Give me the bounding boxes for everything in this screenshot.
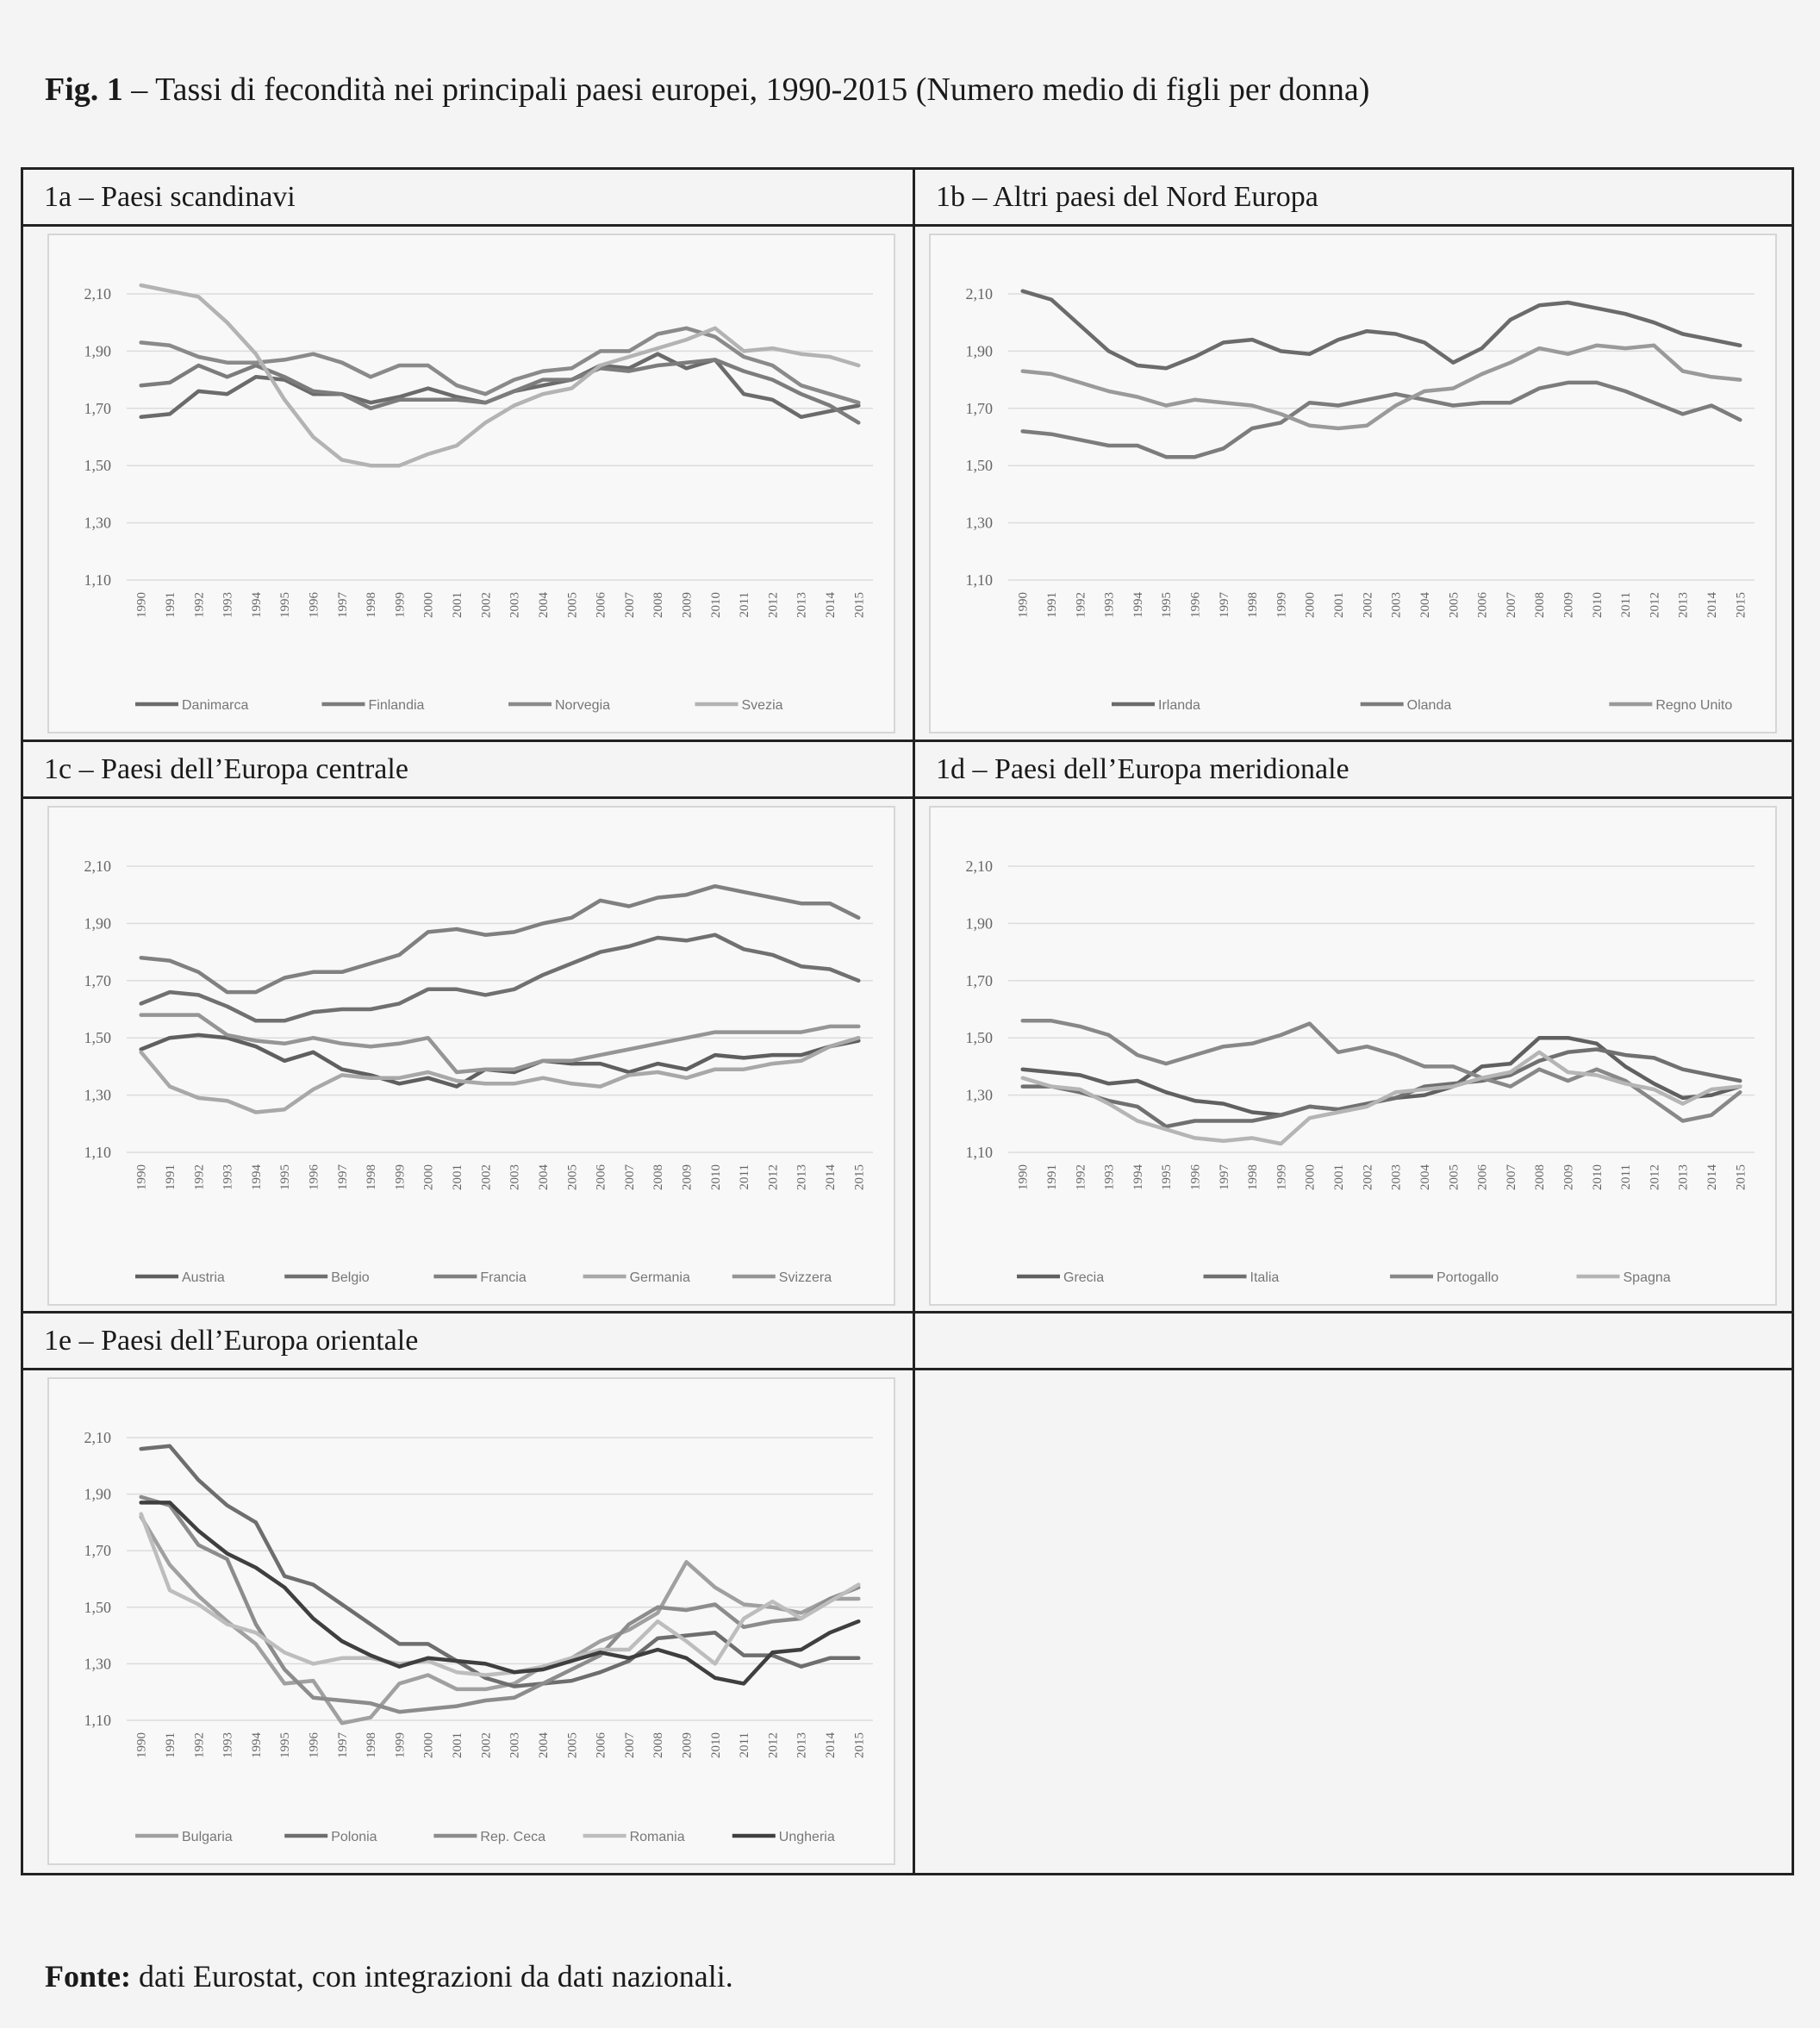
x-tick-label: 2006 xyxy=(594,592,608,618)
y-tick-label: 1,70 xyxy=(84,399,111,417)
x-tick-label: 1996 xyxy=(1188,592,1203,618)
y-tick-label: 1,50 xyxy=(84,1598,111,1616)
x-tick-label: 2011 xyxy=(738,1164,752,1190)
chart-1e xyxy=(47,1377,895,1865)
figure-title xyxy=(45,71,1369,109)
x-tick-label: 2014 xyxy=(824,592,838,618)
x-tick-label: 2001 xyxy=(451,1164,465,1190)
x-tick-label: 2000 xyxy=(421,1732,436,1758)
x-tick-label: 1994 xyxy=(1131,592,1145,618)
x-tick-label: 1994 xyxy=(1131,1164,1145,1190)
chart-1a xyxy=(47,234,895,733)
y-tick-label: 1,90 xyxy=(84,1485,111,1503)
chart-1c xyxy=(47,806,895,1306)
x-tick-label: 1999 xyxy=(1275,1164,1289,1190)
x-tick-label: 2015 xyxy=(852,592,867,618)
source-note xyxy=(45,1958,733,1994)
legend-label: Svizzera xyxy=(778,1270,832,1285)
x-tick-label: 2008 xyxy=(651,592,666,618)
y-tick-label: 1,30 xyxy=(965,514,993,532)
panel-1b-heading: 1b – Altri paesi del Nord Europa xyxy=(915,170,1792,227)
x-tick-label: 1996 xyxy=(307,592,321,618)
x-tick-label: 2007 xyxy=(622,592,637,618)
x-tick-label: 2008 xyxy=(1533,592,1548,618)
y-tick-label: 2,10 xyxy=(965,858,993,875)
y-tick-label: 1,90 xyxy=(965,914,993,933)
x-tick-label: 2009 xyxy=(1561,1164,1576,1190)
x-tick-label: 2012 xyxy=(1648,1164,1662,1190)
x-tick-label: 2000 xyxy=(1303,1164,1318,1190)
x-tick-label: 1992 xyxy=(192,1164,207,1190)
x-tick-label: 2004 xyxy=(1418,592,1432,618)
y-tick-label: 1,10 xyxy=(965,1144,993,1161)
legend-label: Ungheria xyxy=(778,1830,835,1844)
figure-panel-table xyxy=(21,167,1794,1875)
x-tick-label: 2002 xyxy=(1361,1164,1375,1190)
x-tick-label: 2005 xyxy=(565,1164,580,1190)
x-tick-label: 1993 xyxy=(1102,592,1117,618)
legend-label: Portogallo xyxy=(1437,1270,1499,1285)
y-tick-label: 1,90 xyxy=(84,914,111,933)
x-tick-label: 2006 xyxy=(594,1732,608,1758)
panel-1a xyxy=(23,170,913,739)
x-tick-label: 2007 xyxy=(622,1164,637,1190)
x-tick-label: 2002 xyxy=(479,592,494,618)
x-tick-label: 2002 xyxy=(1361,592,1375,618)
x-tick-label: 2006 xyxy=(1475,592,1490,618)
x-tick-label: 2007 xyxy=(1504,592,1518,618)
x-tick-label: 1991 xyxy=(163,592,178,618)
x-tick-label: 2011 xyxy=(1619,1164,1634,1190)
y-tick-label: 1,70 xyxy=(965,971,993,989)
x-tick-label: 1997 xyxy=(335,592,350,618)
x-tick-label: 1995 xyxy=(1160,592,1175,618)
x-tick-label: 2000 xyxy=(421,1164,436,1190)
x-tick-label: 2005 xyxy=(565,1732,580,1758)
x-tick-label: 2013 xyxy=(1676,592,1691,618)
x-tick-label: 1996 xyxy=(307,1732,321,1758)
x-tick-label: 2001 xyxy=(1332,592,1347,618)
x-tick-label: 1998 xyxy=(1246,592,1261,618)
x-tick-label: 2007 xyxy=(1504,1164,1518,1190)
x-tick-label: 2012 xyxy=(766,1164,781,1190)
panel-1d-heading: 1d – Paesi dell’Europa meridionale xyxy=(915,742,1792,799)
x-tick-label: 2013 xyxy=(1676,1164,1691,1190)
legend-label: Bulgaria xyxy=(182,1830,233,1844)
x-tick-label: 2015 xyxy=(852,1732,867,1758)
x-tick-label: 1996 xyxy=(1188,1164,1203,1190)
series-line-spagna xyxy=(1023,1052,1741,1144)
chart-1d-svg xyxy=(931,808,1779,1307)
x-tick-label: 1994 xyxy=(249,1164,264,1190)
x-tick-label: 1995 xyxy=(278,1164,293,1190)
x-tick-label: 1995 xyxy=(278,592,293,618)
series-line-francia xyxy=(141,886,859,992)
y-tick-label: 1,30 xyxy=(84,1086,111,1104)
y-tick-label: 1,50 xyxy=(84,457,111,475)
panel-1a-heading: 1a – Paesi scandinavi xyxy=(23,170,913,227)
y-tick-label: 1,10 xyxy=(84,1712,111,1729)
legend-label: Olanda xyxy=(1406,698,1452,713)
legend-label: Svezia xyxy=(741,698,783,713)
x-tick-label: 2014 xyxy=(824,1164,838,1190)
chart-1e-svg xyxy=(49,1379,897,1867)
x-tick-label: 1991 xyxy=(1044,1164,1059,1190)
y-tick-label: 2,10 xyxy=(965,285,993,303)
legend-label: Rep. Ceca xyxy=(480,1830,545,1844)
x-tick-label: 1990 xyxy=(1016,592,1031,618)
x-tick-label: 2000 xyxy=(1303,592,1318,618)
y-tick-label: 1,90 xyxy=(965,342,993,360)
x-tick-label: 2008 xyxy=(651,1164,666,1190)
y-tick-label: 2,10 xyxy=(84,858,111,875)
x-tick-label: 2010 xyxy=(1590,592,1605,618)
series-line-svezia xyxy=(141,285,859,465)
y-tick-label: 1,70 xyxy=(965,399,993,417)
panel-empty-heading xyxy=(915,1314,1792,1370)
x-tick-label: 1991 xyxy=(163,1732,178,1758)
x-tick-label: 2001 xyxy=(1332,1164,1347,1190)
x-tick-label: 2013 xyxy=(795,592,809,618)
x-tick-label: 2005 xyxy=(1447,592,1462,618)
x-tick-label: 2011 xyxy=(1619,592,1634,618)
x-tick-label: 2003 xyxy=(508,592,522,618)
x-tick-label: 2000 xyxy=(421,592,436,618)
x-tick-label: 2004 xyxy=(1418,1164,1432,1190)
x-tick-label: 2002 xyxy=(479,1732,494,1758)
x-tick-label: 1998 xyxy=(365,592,379,618)
y-tick-label: 1,90 xyxy=(84,342,111,360)
legend-label: Germania xyxy=(629,1270,690,1285)
x-tick-label: 2010 xyxy=(708,592,723,618)
panel-1d xyxy=(915,742,1792,1311)
y-tick-label: 1,70 xyxy=(84,971,111,989)
x-tick-label: 2005 xyxy=(565,592,580,618)
x-tick-label: 2003 xyxy=(1389,592,1404,618)
chart-1c-svg xyxy=(49,808,897,1307)
x-tick-label: 1993 xyxy=(221,592,235,618)
x-tick-label: 2009 xyxy=(680,1732,695,1758)
x-tick-label: 1997 xyxy=(1217,1164,1231,1190)
x-tick-label: 2014 xyxy=(824,1732,838,1758)
legend-label: Romania xyxy=(629,1830,685,1844)
x-tick-label: 2002 xyxy=(479,1164,494,1190)
legend-label: Finlandia xyxy=(368,698,425,713)
x-tick-label: 1997 xyxy=(335,1732,350,1758)
series-line-belgio xyxy=(141,935,859,1021)
panel-1b xyxy=(915,170,1792,739)
x-tick-label: 2011 xyxy=(738,1732,752,1758)
panel-1e-heading: 1e – Paesi dell’Europa orientale xyxy=(23,1314,913,1370)
legend-label: Polonia xyxy=(331,1830,377,1844)
chart-1a-svg xyxy=(49,235,897,735)
x-tick-label: 2014 xyxy=(1705,592,1720,618)
x-tick-label: 1990 xyxy=(1016,1164,1031,1190)
x-tick-label: 2003 xyxy=(1389,1164,1404,1190)
x-tick-label: 1998 xyxy=(365,1164,379,1190)
x-tick-label: 1998 xyxy=(1246,1164,1261,1190)
x-tick-label: 2010 xyxy=(708,1732,723,1758)
legend-label: Regno Unito xyxy=(1655,698,1733,713)
x-tick-label: 1999 xyxy=(393,1732,408,1758)
x-tick-label: 2001 xyxy=(451,1732,465,1758)
x-tick-label: 1995 xyxy=(278,1732,293,1758)
y-tick-label: 1,50 xyxy=(965,1029,993,1047)
chart-1b-svg xyxy=(931,235,1779,735)
x-tick-label: 1993 xyxy=(221,1732,235,1758)
x-tick-label: 1991 xyxy=(163,1164,178,1190)
x-tick-label: 2006 xyxy=(594,1164,608,1190)
x-tick-label: 1993 xyxy=(221,1164,235,1190)
source-text: dati Eurostat, con integrazioni da dati nazionali. xyxy=(130,1959,733,1994)
x-tick-label: 2010 xyxy=(1590,1164,1605,1190)
series-line-norvegia xyxy=(141,328,859,402)
legend-label: Italia xyxy=(1250,1270,1280,1285)
series-line-romania xyxy=(141,1514,859,1675)
y-tick-label: 2,10 xyxy=(84,1429,111,1446)
legend-label: Irlanda xyxy=(1158,698,1200,713)
x-tick-label: 2012 xyxy=(766,1732,781,1758)
x-tick-label: 2004 xyxy=(536,1164,551,1190)
chart-1b xyxy=(929,234,1777,733)
x-tick-label: 2014 xyxy=(1705,1164,1720,1190)
x-tick-label: 1999 xyxy=(393,1164,408,1190)
x-tick-label: 2013 xyxy=(795,1732,809,1758)
legend-label: Francia xyxy=(480,1270,527,1285)
chart-1d xyxy=(929,806,1777,1306)
x-tick-label: 1990 xyxy=(134,592,149,618)
x-tick-label: 2005 xyxy=(1447,1164,1462,1190)
legend-label: Belgio xyxy=(331,1270,370,1285)
x-tick-label: 2007 xyxy=(622,1732,637,1758)
y-tick-label: 1,30 xyxy=(965,1086,993,1104)
figure-title-text: – Tassi di fecondità nei principali paesi europei, 1990-2015 (Numero medio di figli per donna) xyxy=(122,72,1370,108)
x-tick-label: 2003 xyxy=(508,1164,522,1190)
x-tick-label: 1999 xyxy=(1275,592,1289,618)
x-tick-label: 2010 xyxy=(708,1164,723,1190)
series-line-regno-unito xyxy=(1023,346,1741,428)
x-tick-label: 2001 xyxy=(451,592,465,618)
x-tick-label: 2008 xyxy=(651,1732,666,1758)
series-line-irlanda xyxy=(1023,291,1741,369)
series-line-germania xyxy=(141,1038,859,1112)
y-tick-label: 1,10 xyxy=(965,571,993,589)
y-tick-label: 1,10 xyxy=(84,571,111,589)
x-tick-label: 2015 xyxy=(1734,592,1748,618)
x-tick-label: 1990 xyxy=(134,1164,149,1190)
legend-label: Danimarca xyxy=(182,698,249,713)
x-tick-label: 2009 xyxy=(680,592,695,618)
x-tick-label: 1993 xyxy=(1102,1164,1117,1190)
x-tick-label: 1997 xyxy=(1217,592,1231,618)
x-tick-label: 2006 xyxy=(1475,1164,1490,1190)
x-tick-label: 1998 xyxy=(365,1732,379,1758)
x-tick-label: 2013 xyxy=(795,1164,809,1190)
y-tick-label: 1,30 xyxy=(84,514,111,532)
series-line-bulgaria xyxy=(141,1517,859,1724)
panel-1c-heading: 1c – Paesi dell’Europa centrale xyxy=(23,742,913,799)
y-tick-label: 1,50 xyxy=(965,457,993,475)
x-tick-label: 1997 xyxy=(335,1164,350,1190)
legend-label: Grecia xyxy=(1063,1270,1105,1285)
panel-1e xyxy=(23,1314,913,1873)
x-tick-label: 1991 xyxy=(1044,592,1059,618)
x-tick-label: 1992 xyxy=(1074,1164,1088,1190)
x-tick-label: 2015 xyxy=(1734,1164,1748,1190)
panel-1c xyxy=(23,742,913,1311)
x-tick-label: 1992 xyxy=(192,592,207,618)
y-tick-label: 1,50 xyxy=(84,1029,111,1047)
y-tick-label: 1,30 xyxy=(84,1655,111,1673)
x-tick-label: 1994 xyxy=(249,592,264,618)
x-tick-label: 1995 xyxy=(1160,1164,1175,1190)
x-tick-label: 2015 xyxy=(852,1164,867,1190)
x-tick-label: 2012 xyxy=(1648,592,1662,618)
x-tick-label: 2004 xyxy=(536,1732,551,1758)
legend-label: Spagna xyxy=(1623,1270,1671,1285)
x-tick-label: 2012 xyxy=(766,592,781,618)
series-line-austria xyxy=(141,1035,859,1087)
x-tick-label: 2011 xyxy=(738,592,752,618)
y-tick-label: 1,70 xyxy=(84,1542,111,1560)
x-tick-label: 1992 xyxy=(1074,592,1088,618)
x-tick-label: 2004 xyxy=(536,592,551,618)
y-tick-label: 2,10 xyxy=(84,285,111,303)
legend-label: Austria xyxy=(182,1270,225,1285)
y-tick-label: 1,10 xyxy=(84,1144,111,1161)
x-tick-label: 2003 xyxy=(508,1732,522,1758)
x-tick-label: 2009 xyxy=(1561,592,1576,618)
x-tick-label: 1990 xyxy=(134,1732,149,1758)
x-tick-label: 1999 xyxy=(393,592,408,618)
x-tick-label: 2008 xyxy=(1533,1164,1548,1190)
legend-label: Norvegia xyxy=(555,698,611,713)
x-tick-label: 1992 xyxy=(192,1732,207,1758)
panel-empty xyxy=(915,1314,1792,1873)
x-tick-label: 1996 xyxy=(307,1164,321,1190)
x-tick-label: 1994 xyxy=(249,1732,264,1758)
x-tick-label: 2009 xyxy=(680,1164,695,1190)
source-label: Fonte: xyxy=(45,1959,131,1994)
figure-title-number: Fig. 1 xyxy=(45,72,123,108)
